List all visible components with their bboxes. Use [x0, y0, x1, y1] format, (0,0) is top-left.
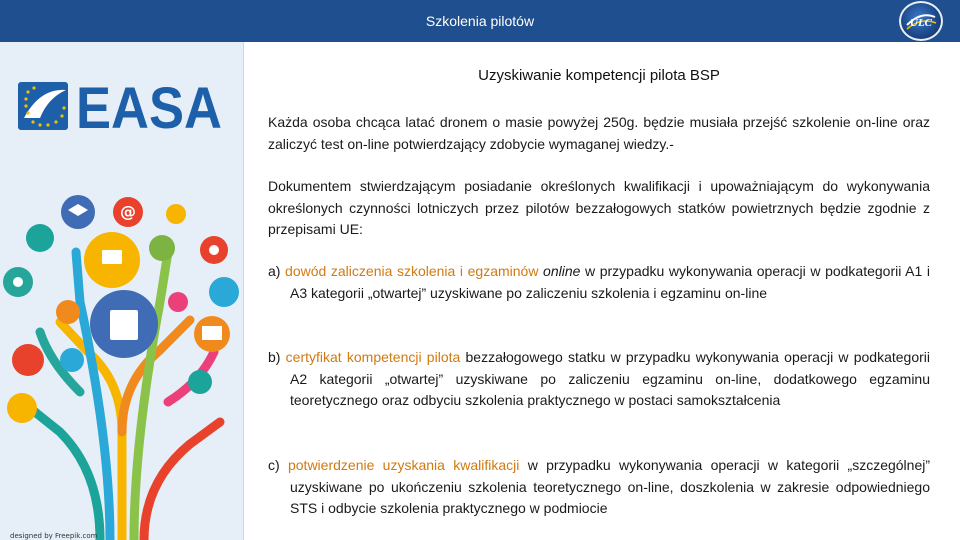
list-item-text: bezzałogowego statku w przypadku wykonywania operacji w podkategorii A2 kategorii „otwartej” uzyskiwane po zaliczeniu egzaminu on-line, dodatkowego egzaminu teoretycznego oraz odbyciu szkolenia praktycznego w postaci samokształcenia — [290, 349, 931, 408]
highlighted-term: potwierdzenie uzyskania kwalifikacji — [287, 457, 520, 473]
svg-text:ULC: ULC — [910, 17, 932, 29]
image-credit: designed by Freepik.com — [10, 532, 98, 540]
ulc-logo-badge-icon — [899, 1, 943, 41]
list-marker: b) — [268, 349, 281, 365]
list-marker: c) — [268, 457, 280, 473]
italic-term: online — [543, 263, 581, 279]
left-illustration-panel — [0, 42, 244, 540]
highlighted-term: dowód zaliczenia szkolenia i egzaminów — [285, 263, 539, 279]
list-marker: a) — [268, 263, 281, 279]
list-item-b — [268, 347, 930, 412]
list-item-a — [268, 261, 930, 304]
header-title: Szkolenia pilotów — [425, 13, 535, 29]
slide-heading: Uzyskiwanie kompetencji pilota BSP — [478, 67, 720, 84]
easa-logo-text: EASA — [76, 78, 222, 134]
list-item-text: w przypadku wykonywania operacji w kategorii „szczególnej” uzyskiwane po ukończeniu szkolenia teoretycznego on-line, doszkolenia w zakresie odpowiedniego STS i odbycie szkolenia praktycznego w podmiocie — [290, 457, 931, 516]
list-item-c — [268, 455, 930, 520]
paragraph-2: Dokumentem stwierdzającym posiadanie określonych kwalifikacji i upoważniającym do wykonywania określonych czynności lotniczych przez pilotów bezzałogowych statków powietrznych będzie zgodnie z przepisami UE: — [268, 178, 930, 237]
easa-logo — [18, 78, 224, 134]
list-item-text: w przypadku wykonywania operacji w podkategorii A1 i A3 kategorii „otwartej” uzyskiwane po zaliczeniu szkolenia i egzaminu on-line — [290, 263, 930, 301]
header-bar — [0, 0, 960, 42]
svg-text:@: @ — [120, 202, 136, 221]
paragraph-1: Każda osoba chcąca latać dronem o masie powyżej 250g. będzie musiała przejść szkolenie on-line oraz zaliczyć test on-line potwierdzający zdobycie wymaganej wiedzy.- — [268, 114, 930, 152]
highlighted-term: certyfikat kompetencji pilota — [285, 349, 461, 365]
technology-tree-icon — [0, 182, 244, 540]
